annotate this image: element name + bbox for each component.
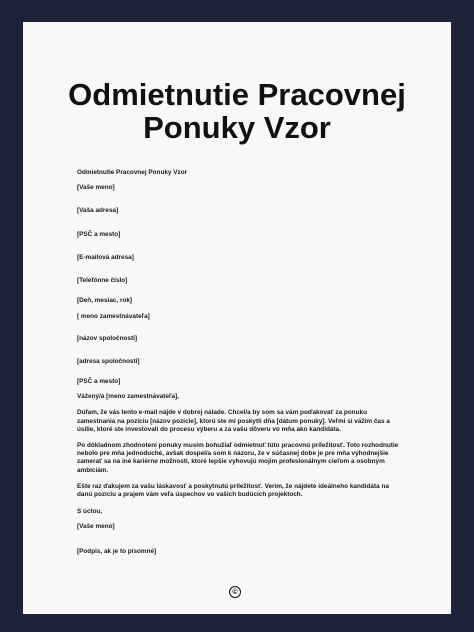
signature-line: [Podpis, ak je to písomné]	[77, 547, 157, 555]
sender-name: [Vaše meno]	[77, 184, 115, 192]
document-page	[23, 22, 451, 614]
sender-phone: [Telefónne číslo]	[77, 277, 128, 285]
company-name: [názov spoločnosti]	[77, 334, 138, 342]
company-address: [adresa spoločnosti]	[77, 357, 140, 365]
title-line-1: Odmietnutie Pracovnej	[68, 77, 406, 112]
letter-subtitle: Odmietnutie Pracovnej Ponuky Vzor	[77, 169, 188, 176]
recipient-name: [ meno zamestnávateľa]	[77, 313, 150, 321]
closing-name: [Vaše meno]	[77, 523, 115, 531]
company-zip: [PSČ a mesto]	[77, 378, 121, 386]
letter-date: [Deň, mesiac, rok]	[77, 297, 133, 305]
title-line-2: Ponuky Vzor	[143, 110, 331, 145]
sender-email: [E-mailová adresa]	[77, 253, 134, 261]
copyright-symbol: ©	[232, 588, 238, 596]
paragraph-2: Po dôkladnom zhodnotení ponuky musím bohužiaľ odmietnuť túto pracovnú príležitosť. Toto rozhodnutie nebolo pre mňa jednoduché, avšak dospel/a som k názoru, že v súčasnej dobe je pre mňa výhodnejšie zamerať sa na iné kariérne možnosti, ktoré lepšie vyhovujú mojim profesionálnym cieľom a osobným ambíciám.	[77, 442, 399, 474]
document-title	[23, 78, 451, 144]
closing: S úctou,	[77, 508, 103, 516]
letter-body	[77, 169, 403, 556]
paragraph-3: Ešte raz ďakujem za vašu láskavosť a poskytnutú príležitosť. Verím, že nájdete ideálneho kandidáta na danú pozíciu a prajem vám veľa úspechov vo vašich budúcich projektoch.	[77, 482, 389, 499]
sender-zip: [PSČ a mesto]	[77, 230, 121, 238]
salutation: Vážený/á [meno zamestnávateľa],	[77, 393, 179, 401]
paragraph-1: Dúfam, že vás tento e-mail nájde v dobrej nálade. Chcel/a by som sa vám poďakovať za ponuku zamestnania na pozíciu [názov pozície], ktorú ste mi poskytli dňa [dátum ponuky]. Veľmi si vážim čas a úsilie, ktoré ste investovali do procesu výberu a za vašu dôveru vo mňa ako kandidáta.	[77, 409, 390, 433]
sender-address: [Vaša adresa]	[77, 207, 119, 215]
copyright-icon	[229, 586, 241, 598]
